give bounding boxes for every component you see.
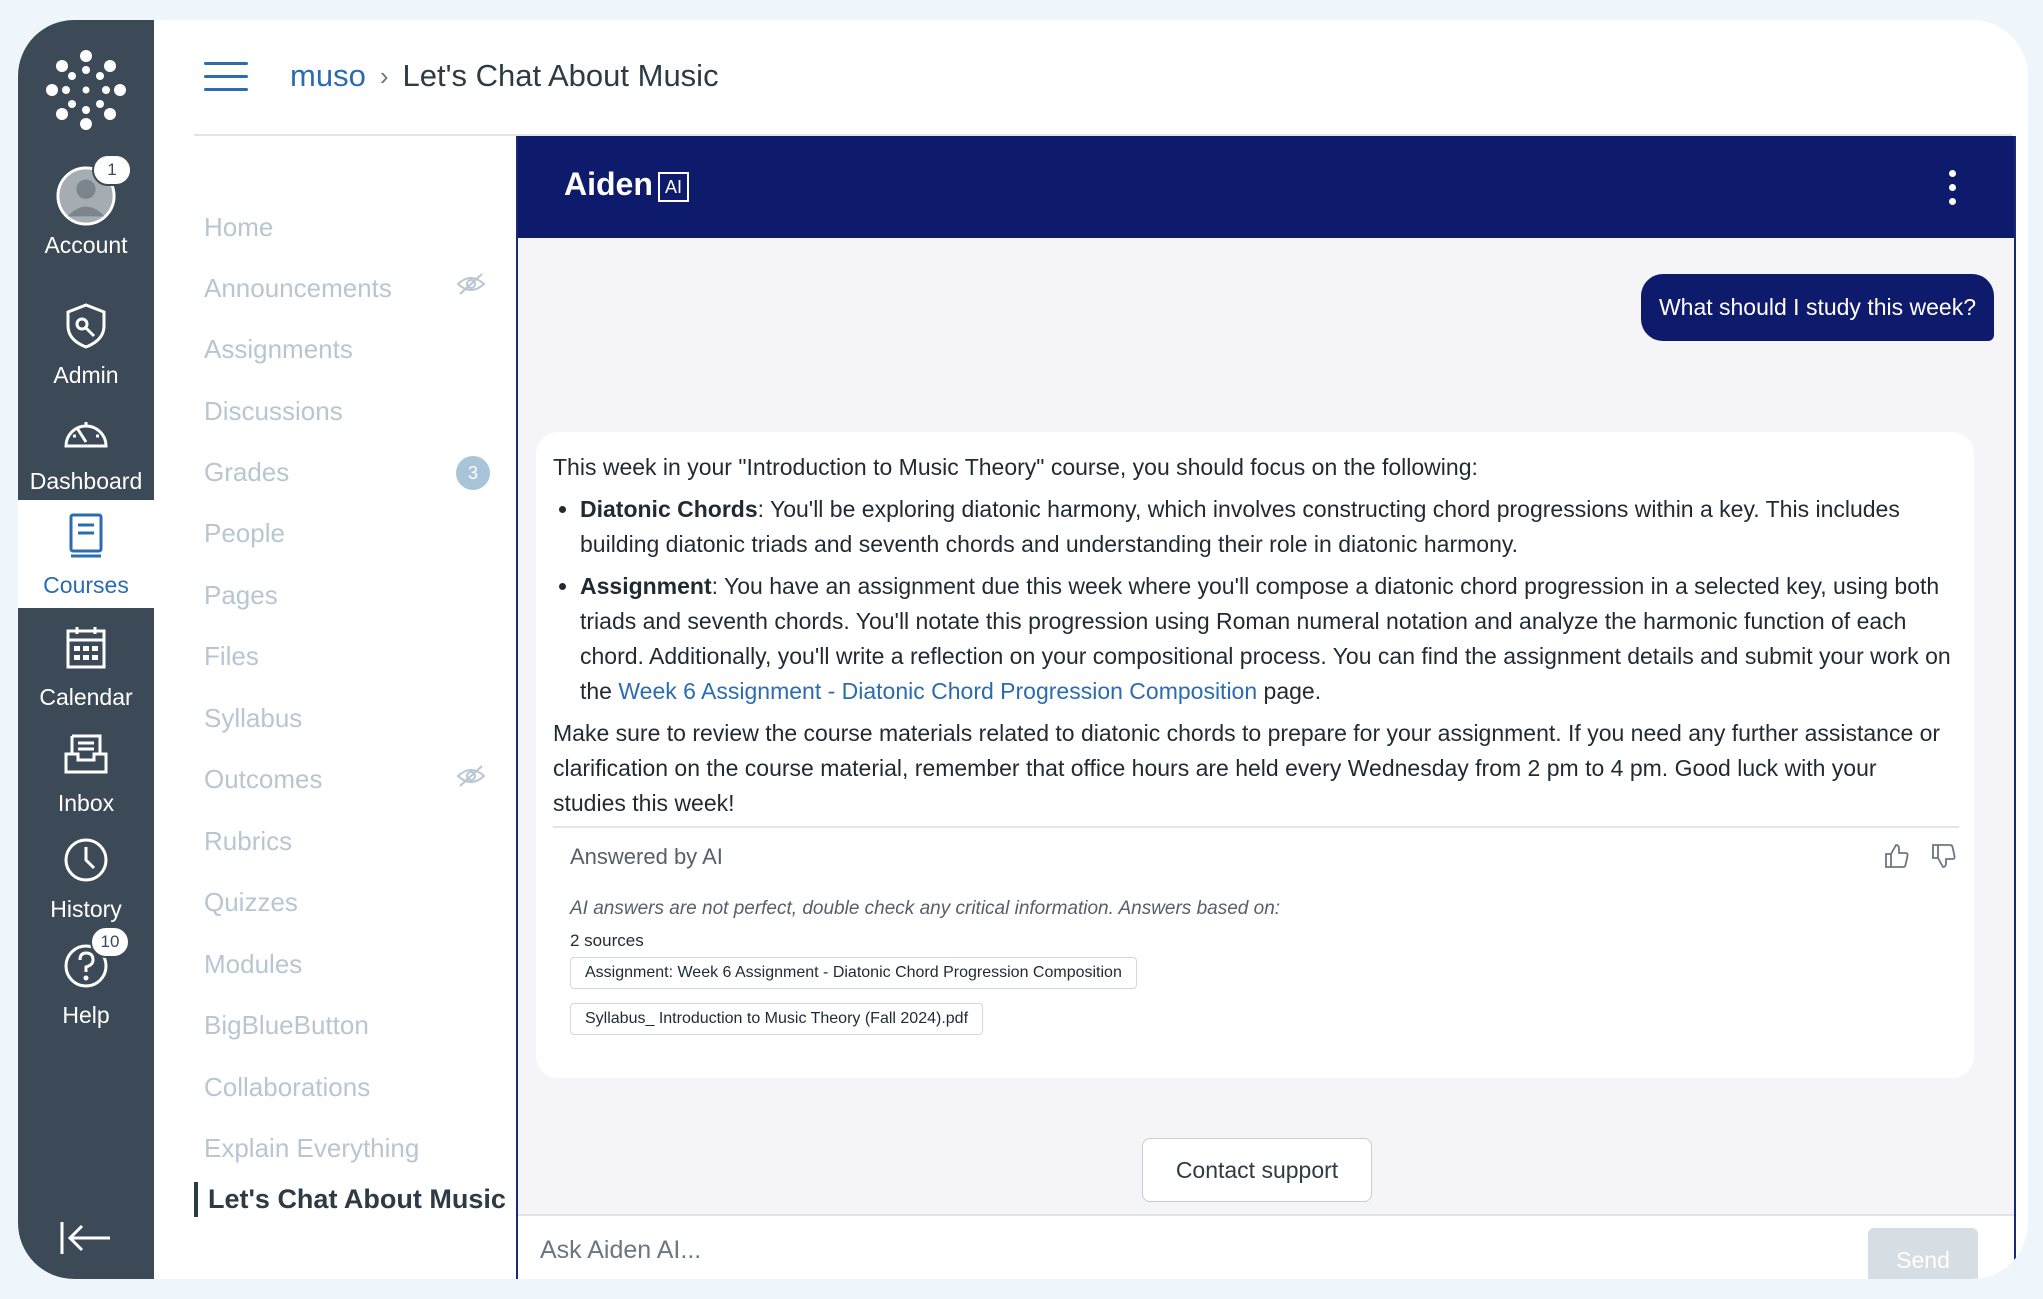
course-nav-announcements[interactable]: Announcements <box>204 273 392 303</box>
ai-disclaimer: AI answers are not perfect, double check any critical information. Answers based on: <box>570 898 1281 919</box>
nav-help-label: Help <box>62 1002 110 1028</box>
answer-intro: This week in your "Introduction to Music Theory" course, you should focus on the following: <box>553 454 1478 480</box>
sources-count: 2 sources <box>570 931 644 950</box>
answer-divider <box>553 826 1959 828</box>
answer-outro: Make sure to review the course materials related to diatonic chords to prepare for your assignment. If you need any further assistance or clarification on the course material, remember that office hours are held every Wednesday from 2 pm to 4 pm. Good luck with your studies this week! <box>553 720 1941 816</box>
clock-icon <box>62 836 110 884</box>
calendar-icon <box>64 625 108 671</box>
nav-dashboard[interactable] <box>18 396 154 501</box>
ask-input[interactable] <box>538 1228 1792 1272</box>
course-nav-pages[interactable]: Pages <box>204 580 278 610</box>
help-badge: 10 <box>90 926 130 958</box>
course-nav-explain-everything[interactable]: Explain Everything <box>204 1133 420 1163</box>
global-nav <box>18 20 154 1279</box>
nav-calendar[interactable] <box>18 612 154 717</box>
hidden-eye-icon <box>456 272 486 296</box>
answer-bullet <box>580 492 1953 562</box>
answered-by-label: Answered by AI <box>570 844 723 869</box>
nav-calendar-label: Calendar <box>39 684 133 710</box>
grades-count-badge: 3 <box>456 456 490 490</box>
course-nav-quizzes[interactable]: Quizzes <box>204 887 298 917</box>
course-nav-collaborations[interactable]: Collaborations <box>204 1072 371 1102</box>
nav-history[interactable] <box>18 824 154 929</box>
canvas-logo-icon[interactable] <box>46 50 126 130</box>
contact-support-button[interactable]: Contact support <box>1142 1138 1372 1202</box>
course-nav <box>194 136 534 1279</box>
breadcrumb-course-link[interactable]: muso <box>290 58 366 93</box>
thumbs-up-icon[interactable] <box>1882 842 1910 870</box>
dashboard-gauge-icon <box>61 412 111 452</box>
assignment-link[interactable]: Week 6 Assignment - Diatonic Chord Progression Composition <box>618 678 1258 704</box>
nav-inbox-label: Inbox <box>57 790 115 816</box>
account-badge: 1 <box>92 154 132 186</box>
course-nav-syllabus[interactable]: Syllabus <box>204 703 303 733</box>
course-nav-bigbluebutton[interactable]: BigBlueButton <box>204 1010 369 1040</box>
bullet-text-end: page. <box>1257 678 1322 704</box>
course-nav-assignments[interactable]: Assignments <box>204 334 353 364</box>
course-nav-rubrics[interactable]: Rubrics <box>204 826 293 856</box>
bullet-title: Assignment <box>580 573 712 599</box>
source-chip[interactable]: Assignment: Week 6 Assignment - Diatonic Chord Progression Composition <box>570 957 1137 989</box>
course-nav-people[interactable]: People <box>204 518 285 548</box>
thumbs-down-icon[interactable] <box>1929 842 1957 870</box>
user-message: What should I study this week? <box>1641 274 1994 341</box>
bullet-text: : You have an assignment due this week where you'll compose a diatonic chord progression in a selected key, using both triads and seventh chords. You'll notate this progression using Roman numeral notation and analyze the harmonic function of each chord. Additionally, you'll write a reflection on your compositional process. You can find the assignment details and submit your work on the <box>580 573 1951 704</box>
send-button[interactable]: Send <box>1868 1228 1978 1279</box>
avatar <box>56 160 117 226</box>
shield-icon <box>64 302 108 350</box>
book-icon <box>66 512 106 560</box>
course-nav-discussions[interactable]: Discussions <box>204 396 343 426</box>
nav-help[interactable] <box>18 930 154 1035</box>
source-chip[interactable]: Syllabus_ Introduction to Music Theory (Fall 2024).pdf <box>570 1003 983 1035</box>
course-nav-active-item[interactable]: Let's Chat About Music <box>194 1182 508 1217</box>
nav-admin[interactable] <box>18 290 154 395</box>
assistant-name: Aiden <box>564 166 653 202</box>
nav-courses-label: Courses <box>43 572 129 598</box>
hidden-eye-icon <box>456 764 486 788</box>
nav-account[interactable] <box>18 160 154 265</box>
breadcrumb-separator-icon: › <box>379 60 389 91</box>
app-frame <box>18 20 2028 1279</box>
course-nav-modules[interactable]: Modules <box>204 949 303 979</box>
course-nav-home[interactable]: Home <box>204 212 274 242</box>
breadcrumb <box>290 58 719 94</box>
bullet-title: Diatonic Chords <box>580 496 758 522</box>
hamburger-menu-icon[interactable] <box>204 62 248 98</box>
nav-courses[interactable] <box>18 500 154 608</box>
nav-inbox[interactable] <box>18 718 154 823</box>
nav-admin-label: Admin <box>53 362 119 388</box>
more-options-icon[interactable] <box>1946 170 1958 206</box>
nav-history-label: History <box>50 896 122 922</box>
course-nav-grades[interactable]: Grades <box>204 457 290 487</box>
answer-bullet <box>580 569 1953 709</box>
breadcrumb-current-page: Let's Chat About Music <box>402 58 719 93</box>
nav-dashboard-label: Dashboard <box>29 468 143 494</box>
chat-header <box>518 136 2014 238</box>
chat-input-bar <box>518 1214 2014 1279</box>
collapse-nav-icon[interactable] <box>56 1218 116 1258</box>
chat-panel <box>516 136 2016 1279</box>
course-nav-outcomes[interactable]: Outcomes <box>204 764 323 794</box>
course-nav-files[interactable]: Files <box>204 641 259 671</box>
answer-list <box>553 492 1953 709</box>
ai-tag: AI <box>658 172 689 202</box>
nav-account-label: Account <box>44 232 128 258</box>
bullet-text: : You'll be exploring diatonic harmony, which involves constructing chord progressions within a key. This includes building diatonic triads and seventh chords and understanding their role in diatonic harmony. <box>580 496 1900 557</box>
inbox-icon <box>63 732 109 776</box>
assistant-answer <box>536 432 1974 1078</box>
